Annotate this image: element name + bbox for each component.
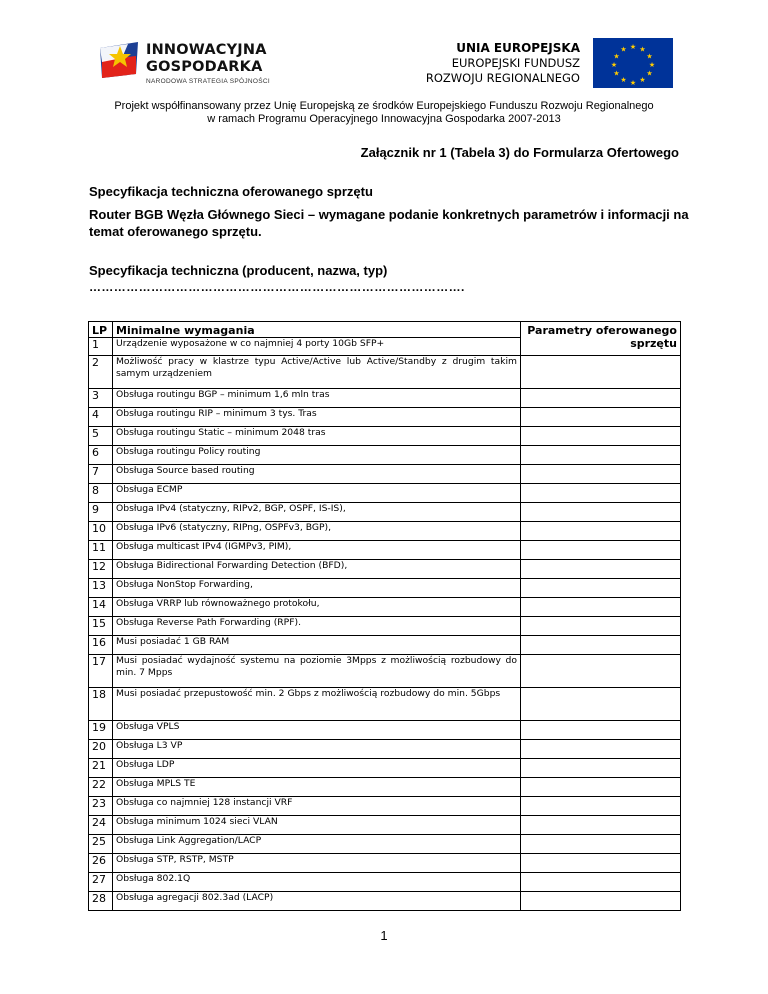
table-row (89, 560, 681, 579)
row-requirement: Obsługa Reverse Path Forwarding (RPF). (113, 617, 521, 636)
row-requirement: Obsługa routingu RIP – minimum 3 tys. Tras (113, 408, 521, 427)
row-offered-params-cell[interactable] (521, 598, 681, 617)
row-lp: 8 (89, 484, 113, 503)
row-requirement: Obsługa Bidirectional Forwarding Detection (BFD), (113, 560, 521, 579)
row-requirement: Obsługa minimum 1024 sieci VLAN (113, 816, 521, 835)
row-requirement: Obsługa 802.1Q (113, 873, 521, 892)
row-offered-params-cell[interactable] (521, 579, 681, 598)
col-header-requirements-text: Minimalne wymagania (116, 324, 255, 337)
table-row (89, 778, 681, 797)
table-row (89, 541, 681, 560)
table-row (89, 408, 681, 427)
row-requirement: Obsługa MPLS TE (113, 778, 521, 797)
svg-text:★: ★ (646, 69, 653, 78)
row-offered-params-cell[interactable] (521, 892, 681, 911)
poland-flag-star-icon (98, 38, 142, 82)
table-row (89, 356, 681, 389)
row-offered-params-cell[interactable] (521, 541, 681, 560)
annex-title: Załącznik nr 1 (Tabela 3) do Formularza Ofertowego (360, 145, 679, 160)
row-lp: 20 (89, 740, 113, 759)
row-requirement: Obsługa LDP (113, 759, 521, 778)
svg-text:★: ★ (613, 52, 620, 61)
row-requirement: Obsługa ECMP (113, 484, 521, 503)
table-header-row (89, 322, 681, 338)
row-offered-params-cell[interactable] (521, 617, 681, 636)
row-lp: 15 (89, 617, 113, 636)
row-lp: 10 (89, 522, 113, 541)
row-offered-params-cell[interactable] (521, 503, 681, 522)
row-offered-params-cell[interactable] (521, 778, 681, 797)
row-offered-params-cell[interactable] (521, 522, 681, 541)
table-row (89, 759, 681, 778)
svg-text:★: ★ (648, 61, 656, 69)
svg-text:★: ★ (629, 43, 637, 51)
row-offered-params-cell[interactable] (521, 688, 681, 721)
row-offered-params-cell[interactable] (521, 721, 681, 740)
row-offered-params-cell[interactable] (521, 655, 681, 688)
row-offered-params-cell[interactable] (521, 465, 681, 484)
row-lp: 17 (89, 655, 113, 688)
row-lp: 16 (89, 636, 113, 655)
table-row (89, 636, 681, 655)
eu-logo-line3: ROZWOJU REGIONALNEGO (425, 71, 580, 85)
row-offered-params-cell[interactable] (521, 636, 681, 655)
project-line-1: Projekt współfinansowany przez Unię Europejską ze środków Europejskiego Funduszu Rozwoju Regionalnego (114, 100, 654, 112)
table-row (89, 465, 681, 484)
row-offered-params-cell[interactable] (521, 484, 681, 503)
eu-logo-line1: UNIA EUROPEJSKA (456, 41, 580, 55)
col-header-lp (89, 322, 113, 338)
project-funding-note (0, 100, 768, 126)
row-requirement: Obsługa routingu BGP – minimum 1,6 mln tras (113, 389, 521, 408)
row-requirement: Obsługa Link Aggregation/LACP (113, 835, 521, 854)
table-row (89, 655, 681, 688)
heading-router: Router BGB Węzła Głównego Sieci – wymagane podanie konkretnych parametrów i informacji na temat oferowanego sprzętu. (89, 207, 689, 239)
table-row (89, 854, 681, 873)
svg-text:★: ★ (620, 76, 627, 84)
table-row (89, 688, 681, 721)
row-lp: 2 (89, 356, 113, 389)
row-requirement: Obsługa routingu Policy routing (113, 446, 521, 465)
table-row (89, 892, 681, 911)
table-row (89, 598, 681, 617)
table-row (89, 579, 681, 598)
row-requirement: Obsługa STP, RSTP, MSTP (113, 854, 521, 873)
col-header-params (521, 322, 681, 356)
row-requirement: Możliwość pracy w klastrze typu Active/Active lub Active/Standby z drugim takim samym urządzeniem (113, 356, 521, 389)
col-header-requirements (113, 322, 521, 338)
table-row (89, 503, 681, 522)
table-row (89, 835, 681, 854)
svg-text:★: ★ (613, 69, 620, 78)
row-lp: 6 (89, 446, 113, 465)
table-row (89, 389, 681, 408)
row-requirement: Obsługa VRRP lub równoważnego protokołu, (113, 598, 521, 617)
svg-text:★: ★ (639, 45, 646, 54)
row-lp: 27 (89, 873, 113, 892)
spec-table (88, 321, 681, 911)
page-number: 1 (380, 928, 388, 943)
eu-flag-icon (593, 38, 673, 88)
row-offered-params-cell[interactable] (521, 427, 681, 446)
row-lp: 14 (89, 598, 113, 617)
table-row (89, 484, 681, 503)
row-requirement: Obsługa co najmniej 128 instancji VRF (113, 797, 521, 816)
eu-logo (425, 38, 672, 88)
row-offered-params-cell[interactable] (521, 759, 681, 778)
row-lp: 21 (89, 759, 113, 778)
row-lp: 11 (89, 541, 113, 560)
row-offered-params-cell[interactable] (521, 356, 681, 389)
eu-logo-line2: EUROPEJSKI FUNDUSZ (451, 56, 580, 70)
logo-left-line1: INNOWACYJNA (146, 42, 267, 58)
row-lp: 18 (89, 688, 113, 721)
table-row (89, 427, 681, 446)
row-lp: 9 (89, 503, 113, 522)
row-offered-params-cell[interactable] (521, 816, 681, 835)
table-row (89, 740, 681, 759)
row-offered-params-cell[interactable] (521, 560, 681, 579)
row-requirement: Obsługa IPv4 (statyczny, RIPv2, BGP, OSPF, IS-IS), (113, 503, 521, 522)
row-requirement: Obsługa IPv6 (statyczny, RIPng, OSPFv3, BGP), (113, 522, 521, 541)
row-lp: 28 (89, 892, 113, 911)
row-lp: 26 (89, 854, 113, 873)
row-offered-params-cell[interactable] (521, 408, 681, 427)
row-requirement: Obsługa NonStop Forwarding, (113, 579, 521, 598)
row-requirement: Musi posiadać 1 GB RAM (113, 636, 521, 655)
row-requirement: Obsługa L3 VP (113, 740, 521, 759)
col-header-lp-text: LP (92, 324, 108, 337)
producer-fill-line: ………………………………………………………………………………. (89, 280, 465, 294)
row-requirement: Musi posiadać wydajność systemu na poziomie 3Mpps z możliwością rozbudowy do min. 7 Mpps (113, 655, 521, 688)
row-requirement: Obsługa multicast IPv4 (IGMPv3, PIM), (113, 541, 521, 560)
table-row (89, 446, 681, 465)
col-header-params-text: Parametry oferowanego sprzętu (527, 324, 677, 350)
row-offered-params-cell[interactable] (521, 446, 681, 465)
row-requirement: Obsługa routingu Static – minimum 2048 tras (113, 427, 521, 446)
row-requirement: Musi posiadać przepustowość min. 2 Gbps z możliwością rozbudowy do min. 5Gbps (113, 688, 521, 721)
table-row (89, 617, 681, 636)
table-row (89, 721, 681, 740)
row-offered-params-cell[interactable] (521, 797, 681, 816)
row-lp: 12 (89, 560, 113, 579)
logo-left-tagline: NARODOWA STRATEGIA SPÓJNOŚCI (146, 78, 270, 85)
row-requirement: Obsługa Source based routing (113, 465, 521, 484)
svg-text:★: ★ (629, 79, 637, 87)
row-lp: 4 (89, 408, 113, 427)
row-requirement: Urządzenie wyposażone w co najmniej 4 porty 10Gb SFP+ (113, 338, 521, 356)
row-lp: 7 (89, 465, 113, 484)
row-requirement: Obsługa agregacji 802.3ad (LACP) (113, 892, 521, 911)
svg-text:★: ★ (610, 61, 618, 69)
row-lp: 1 (89, 338, 113, 356)
row-offered-params-cell[interactable] (521, 740, 681, 759)
row-offered-params-cell[interactable] (521, 873, 681, 892)
row-requirement: Obsługa VPLS (113, 721, 521, 740)
logo-left-line2: GOSPODARKA (146, 59, 263, 75)
svg-text:★: ★ (620, 45, 627, 54)
row-offered-params-cell[interactable] (521, 835, 681, 854)
row-offered-params-cell[interactable] (521, 854, 681, 873)
innowacyjna-gospodarka-logo (98, 38, 278, 84)
row-lp: 3 (89, 389, 113, 408)
row-lp: 25 (89, 835, 113, 854)
row-lp: 19 (89, 721, 113, 740)
row-offered-params-cell[interactable] (521, 389, 681, 408)
svg-text:★: ★ (646, 52, 653, 61)
row-lp: 13 (89, 579, 113, 598)
svg-text:★: ★ (639, 76, 646, 84)
table-row (89, 873, 681, 892)
table-row (89, 816, 681, 835)
row-lp: 22 (89, 778, 113, 797)
row-lp: 5 (89, 427, 113, 446)
project-line-2: w ramach Programu Operacyjnego Innowacyjna Gospodarka 2007-2013 (207, 113, 561, 125)
row-lp: 24 (89, 816, 113, 835)
row-lp: 23 (89, 797, 113, 816)
table-row (89, 797, 681, 816)
table-row (89, 522, 681, 541)
heading-spec: Specyfikacja techniczna oferowanego sprzętu (89, 184, 373, 199)
heading-producer: Specyfikacja techniczna (producent, nazwa, typ) (89, 263, 388, 278)
